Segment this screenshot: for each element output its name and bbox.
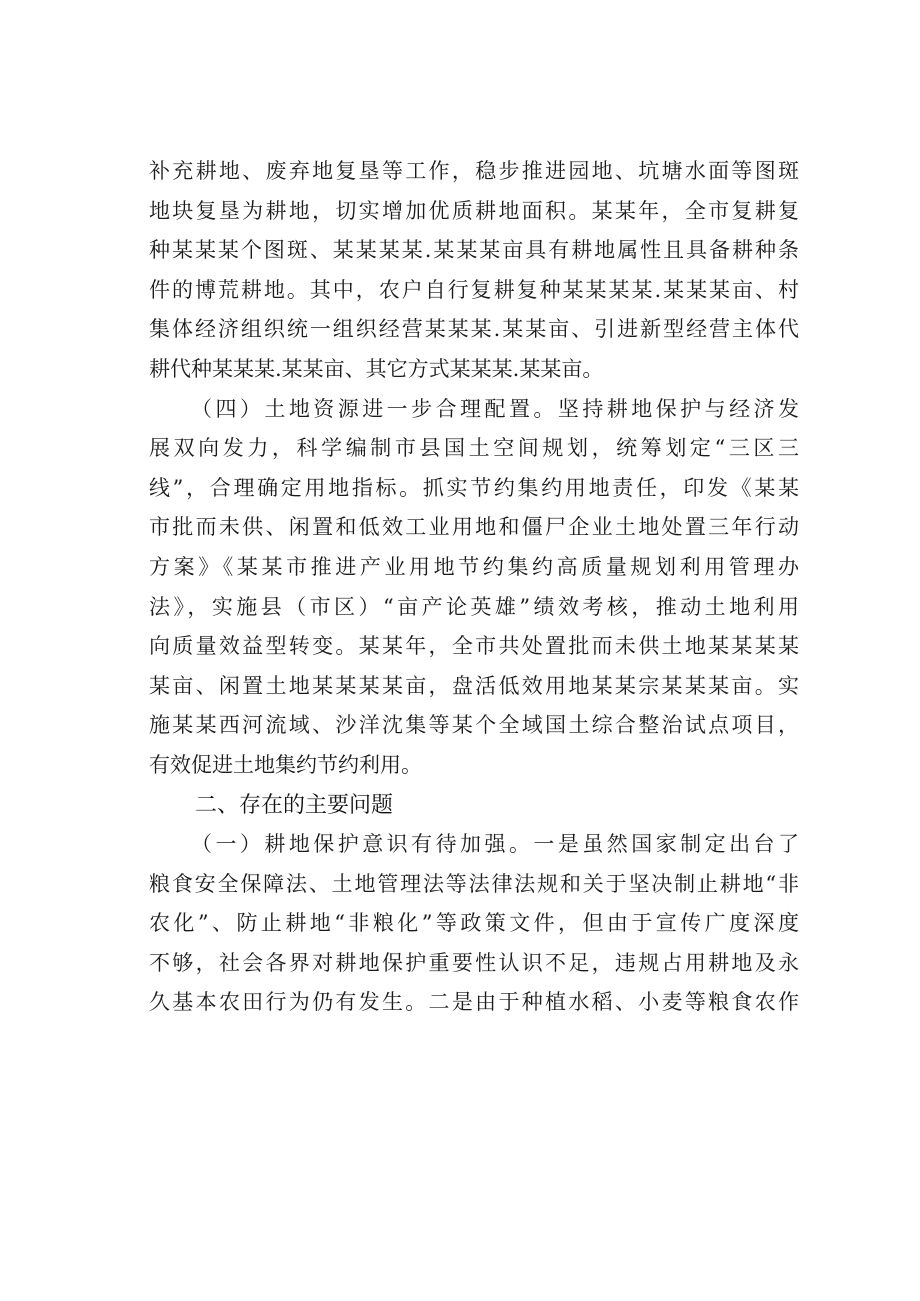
text-line: 粮食安全保障法、土地管理法等法律法规和关于坚决制止耕地“非 [149,871,799,896]
section-heading: 二、存在的主要问题 [195,792,394,818]
paragraph-awareness [149,825,799,1023]
text-line: 向质量效益型转变。某某年，全市共处置批而未供土地某某某某 [149,634,799,659]
text-line: 线”，合理确定用地指标。抓实节约集约用地责任，印发《某某 [149,475,799,500]
text-line: 地块复垦为耕地，切实增加优质耕地面积。某某年，全市复耕复 [149,198,799,223]
text-line: 农化”、防止耕地“非粮化”等政策文件，但由于宣传广度深度 [149,911,799,936]
text-line: 方案》《某某市推进产业用地节约集约高质量规划利用管理办 [149,554,799,579]
text-line: （四）土地资源进一步合理配置。坚持耕地保护与经济发 [191,396,799,421]
text-line: 施某某西河流域、沙洋沈集等某个全域国土综合整治试点项目， [149,713,799,738]
text-line: 法》，实施县（市区）“亩产论英雄”绩效考核，推动土地利用 [149,594,799,619]
document-body [149,152,799,1023]
text-line: 种某某某个图斑、某某某某.某某某亩具有耕地属性且具备耕种条 [149,238,799,263]
text-line: 久基本农田行为仍有发生。二是由于种植水稻、小麦等粮食农作 [149,990,799,1015]
text-line: 某亩、闲置土地某某某某亩，盘活低效用地某某宗某某某亩。实 [149,673,799,698]
text-line: 件的博荒耕地。其中，农户自行复耕复种某某某某.某某某亩、村 [149,277,799,302]
text-line: 集体经济组织统一组织经营某某某.某某亩、引进新型经营主体代 [149,317,799,342]
text-line: 市批而未供、闲置和低效工业用地和僵尸企业土地处置三年行动 [149,515,799,540]
text-line: 不够，社会各界对耕地保护重要性认识不足，违规占用耕地及永 [149,950,799,975]
text-line: （一）耕地保护意识有待加强。一是虽然国家制定出台了 [191,832,799,857]
paragraph-farmland-reclamation [149,152,799,390]
text-line: 耕代种某某某.某某亩、其它方式某某某.某某亩。 [149,356,604,381]
text-line: 补充耕地、废弃地复垦等工作，稳步推进园地、坑塘水面等图斑 [149,159,799,183]
text-line: 展双向发力，科学编制市县国土空间规划，统筹划定“三区三 [149,436,799,461]
paragraph-land-allocation [149,390,799,786]
text-line: 有效促进土地集约节约利用。 [149,752,422,777]
